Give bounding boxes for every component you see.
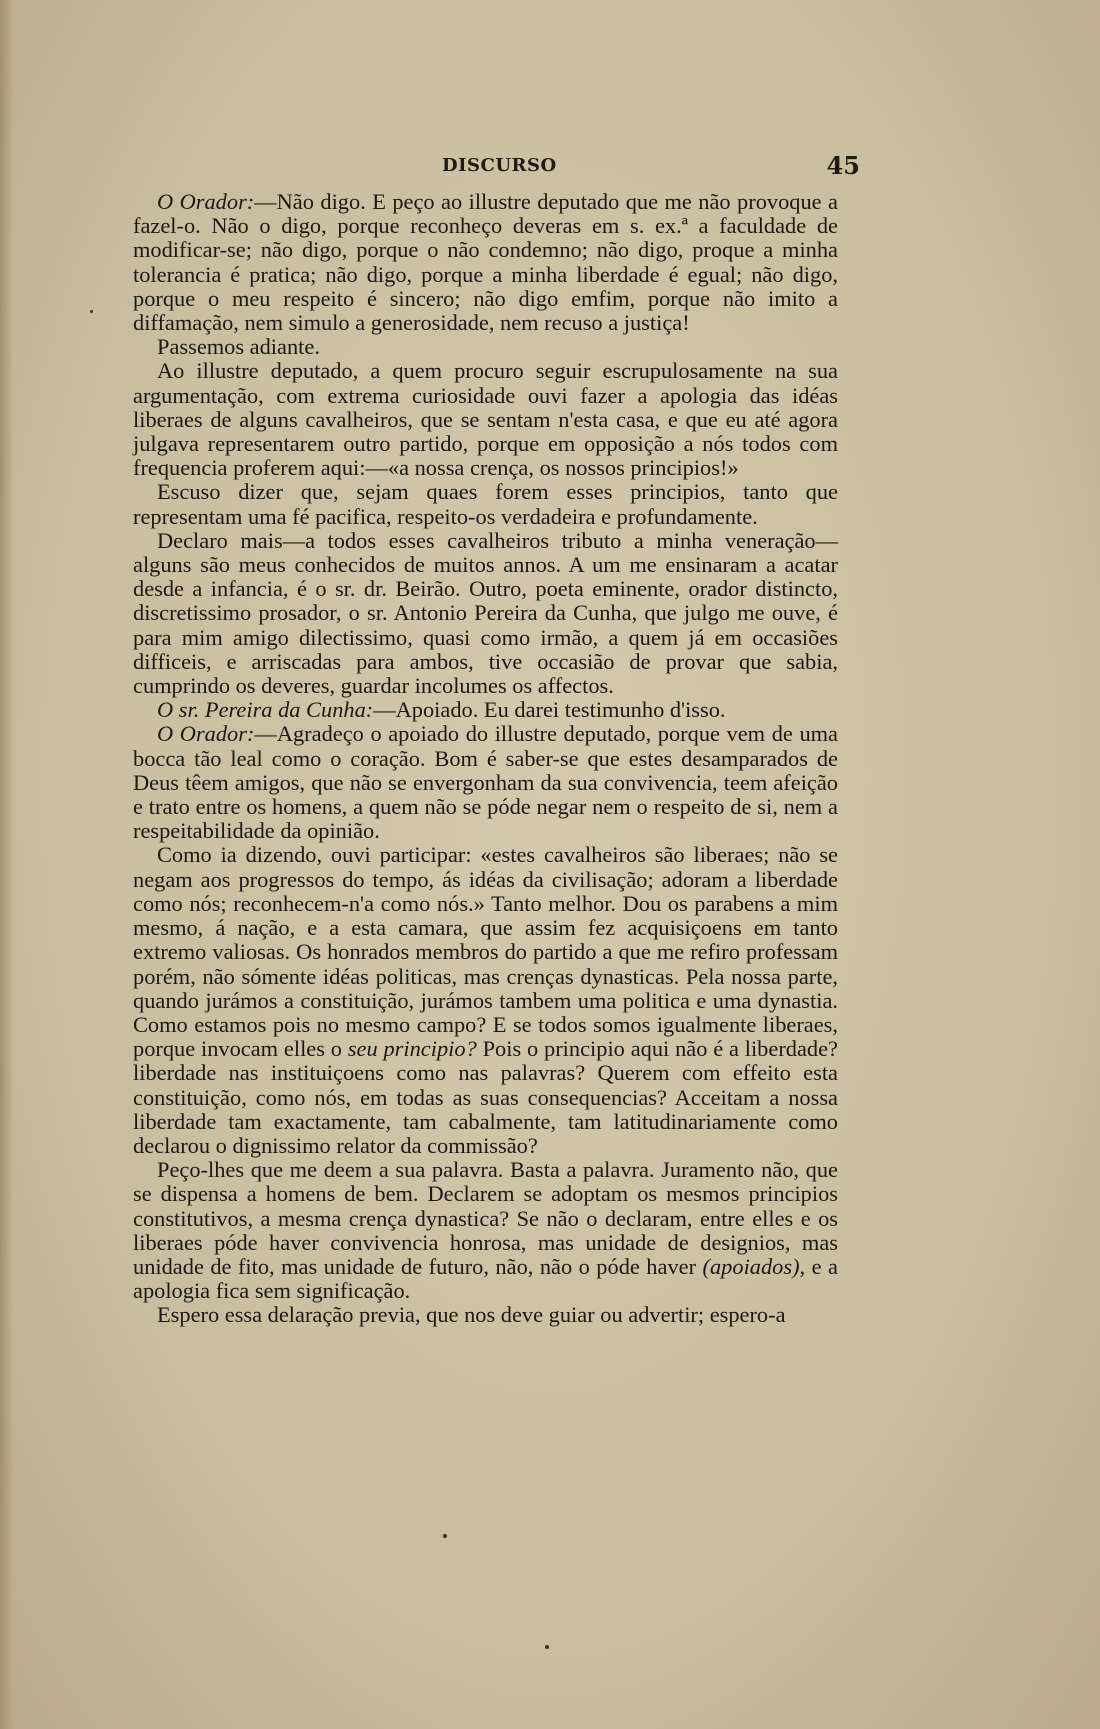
paragraph: O Orador:—Não digo. E peço ao illustre deputado que me não provoque a fazel-o. Não o digo, porque reconheço deveras em s. ex.ª a faculdade de modificar-se; não digo, porque o não condemno; não digo, proque a minha tolerancia é pratica; não digo, porque a minha liberdade é egual; não digo, porque o meu respeito é sincero; não digo emfim, porque não imito a diffamação, nem simulo a generosidade, nem recuso a justiça! xyxy=(133,189,838,336)
speaker: O Orador: xyxy=(157,721,255,747)
paragraph: Declaro mais—a todos esses cavalheiros tributo a minha veneração—alguns são meus conhecidos de muitos annos. A um me ensinaram a acatar desde a infancia, é o sr. dr. Beirão. Outro, poeta eminente, orador distincto, discretissimo prosador, o sr. Antonio Pereira da Cunha, que julgo me ouve, é para mim amigo dilectissimo, quasi como irmão, a quem já em occasiões difficeis, e arriscadas para ambos, tive occasião de provar que sabia, cumprindo os deveres, guardar incolumes os affectos. xyxy=(133,527,838,699)
paragraph: Escuso dizer que, sejam quaes forem esses principios, tanto que representam uma fé pacifica, respeito-os verdadeira e profundamente. xyxy=(133,479,838,529)
paper-speck xyxy=(443,1534,447,1538)
page-edge-shadow xyxy=(0,0,14,1729)
paper-speck xyxy=(90,310,93,313)
paper-speck xyxy=(545,1645,549,1649)
page-number: 45 xyxy=(826,151,860,180)
paragraph: Ao illustre deputado, a quem procuro seguir escrupulosamente na sua argumentação, com extrema curiosidade ouvi fazer a apologia das idéas liberaes de alguns cavalheiros, que se sentam n'esta casa, e que eu até agora julgava representarem outro partido, porque em opposição a nós todos com frequencia proferem aqui:—«a nossa crença, os nossos principios!» xyxy=(133,358,838,481)
speaker: O sr. Pereira da Cunha: xyxy=(157,697,374,723)
paragraph: O Orador:—Agradeço o apoiado do illustre deputado, porque vem de uma bocca tão leal como o coração. Bom é saber-se que estes desamparados de Deus têem amigos, que não se envergonham da sua convivencia, teem afeição e trato entre os homens, a quem não se póde negar nem o respeito de si, nem a respeitabilidade da opinião. xyxy=(133,721,838,844)
paragraph: Como ia dizendo, ouvi participar: «estes cavalheiros são liberaes; não se negam aos progressos do tempo, ás idéas da civilisação; adoram a liberdade como nós; reconhecem-n'a como nós.» Tanto melhor. Dou os parabens a mim mesmo, á nação, e a esta camara, que assim fez acquisiçoens em tanto extremo valiosas. Os honrados membros do partido a que me refiro professam porém, não sómente idéas politicas, mas crenças dynasticas. Pela nossa parte, quando jurámos a constituição, jurámos tambem uma politica e uma dynastia. Como estamos pois no mesmo campo? E se todos somos igualmente liberaes, porque invocam elles o seu principio? Pois o principio aqui não é a liberdade? liberdade nas instituiçoens como nas palavras? Querem com effeito esta constituição, como nós, em todas as suas consequencias? Acceitam a nossa liberdade tam exactamente, tam cabalmente, tam latitudinariamente como declarou o dignissimo relator da commissão? xyxy=(133,842,838,1158)
speaker: O Orador: xyxy=(157,189,255,214)
paragraph: O sr. Pereira da Cunha:—Apoiado. Eu darei testimunho d'isso. xyxy=(157,697,726,723)
italic-phrase: seu principio? xyxy=(347,1036,477,1062)
italic-phrase: (apoiados), xyxy=(702,1253,806,1279)
page-header xyxy=(130,151,860,185)
paragraph: Peço-lhes que me deem a sua palavra. Basta a palavra. Juramento não, que se dispensa a homens de bem. Declarem se adoptam os mesmos principios constitutivos, a mesma crença dynastica? Se não o declaram, entre elles e os liberaes póde haver convivencia honrosa, mas unidade de designios, mas unidade de fito, mas unidade de futuro, não, não o póde haver (apoiados), e a apologia fica sem significação. xyxy=(133,1157,838,1304)
paragraph: Passemos adiante. xyxy=(157,334,320,360)
running-title: DISCURSO xyxy=(442,155,557,176)
paragraph: Espero essa delaração previa, que nos deve guiar ou advertir; espero-a xyxy=(157,1302,786,1328)
body-text xyxy=(133,190,838,1328)
